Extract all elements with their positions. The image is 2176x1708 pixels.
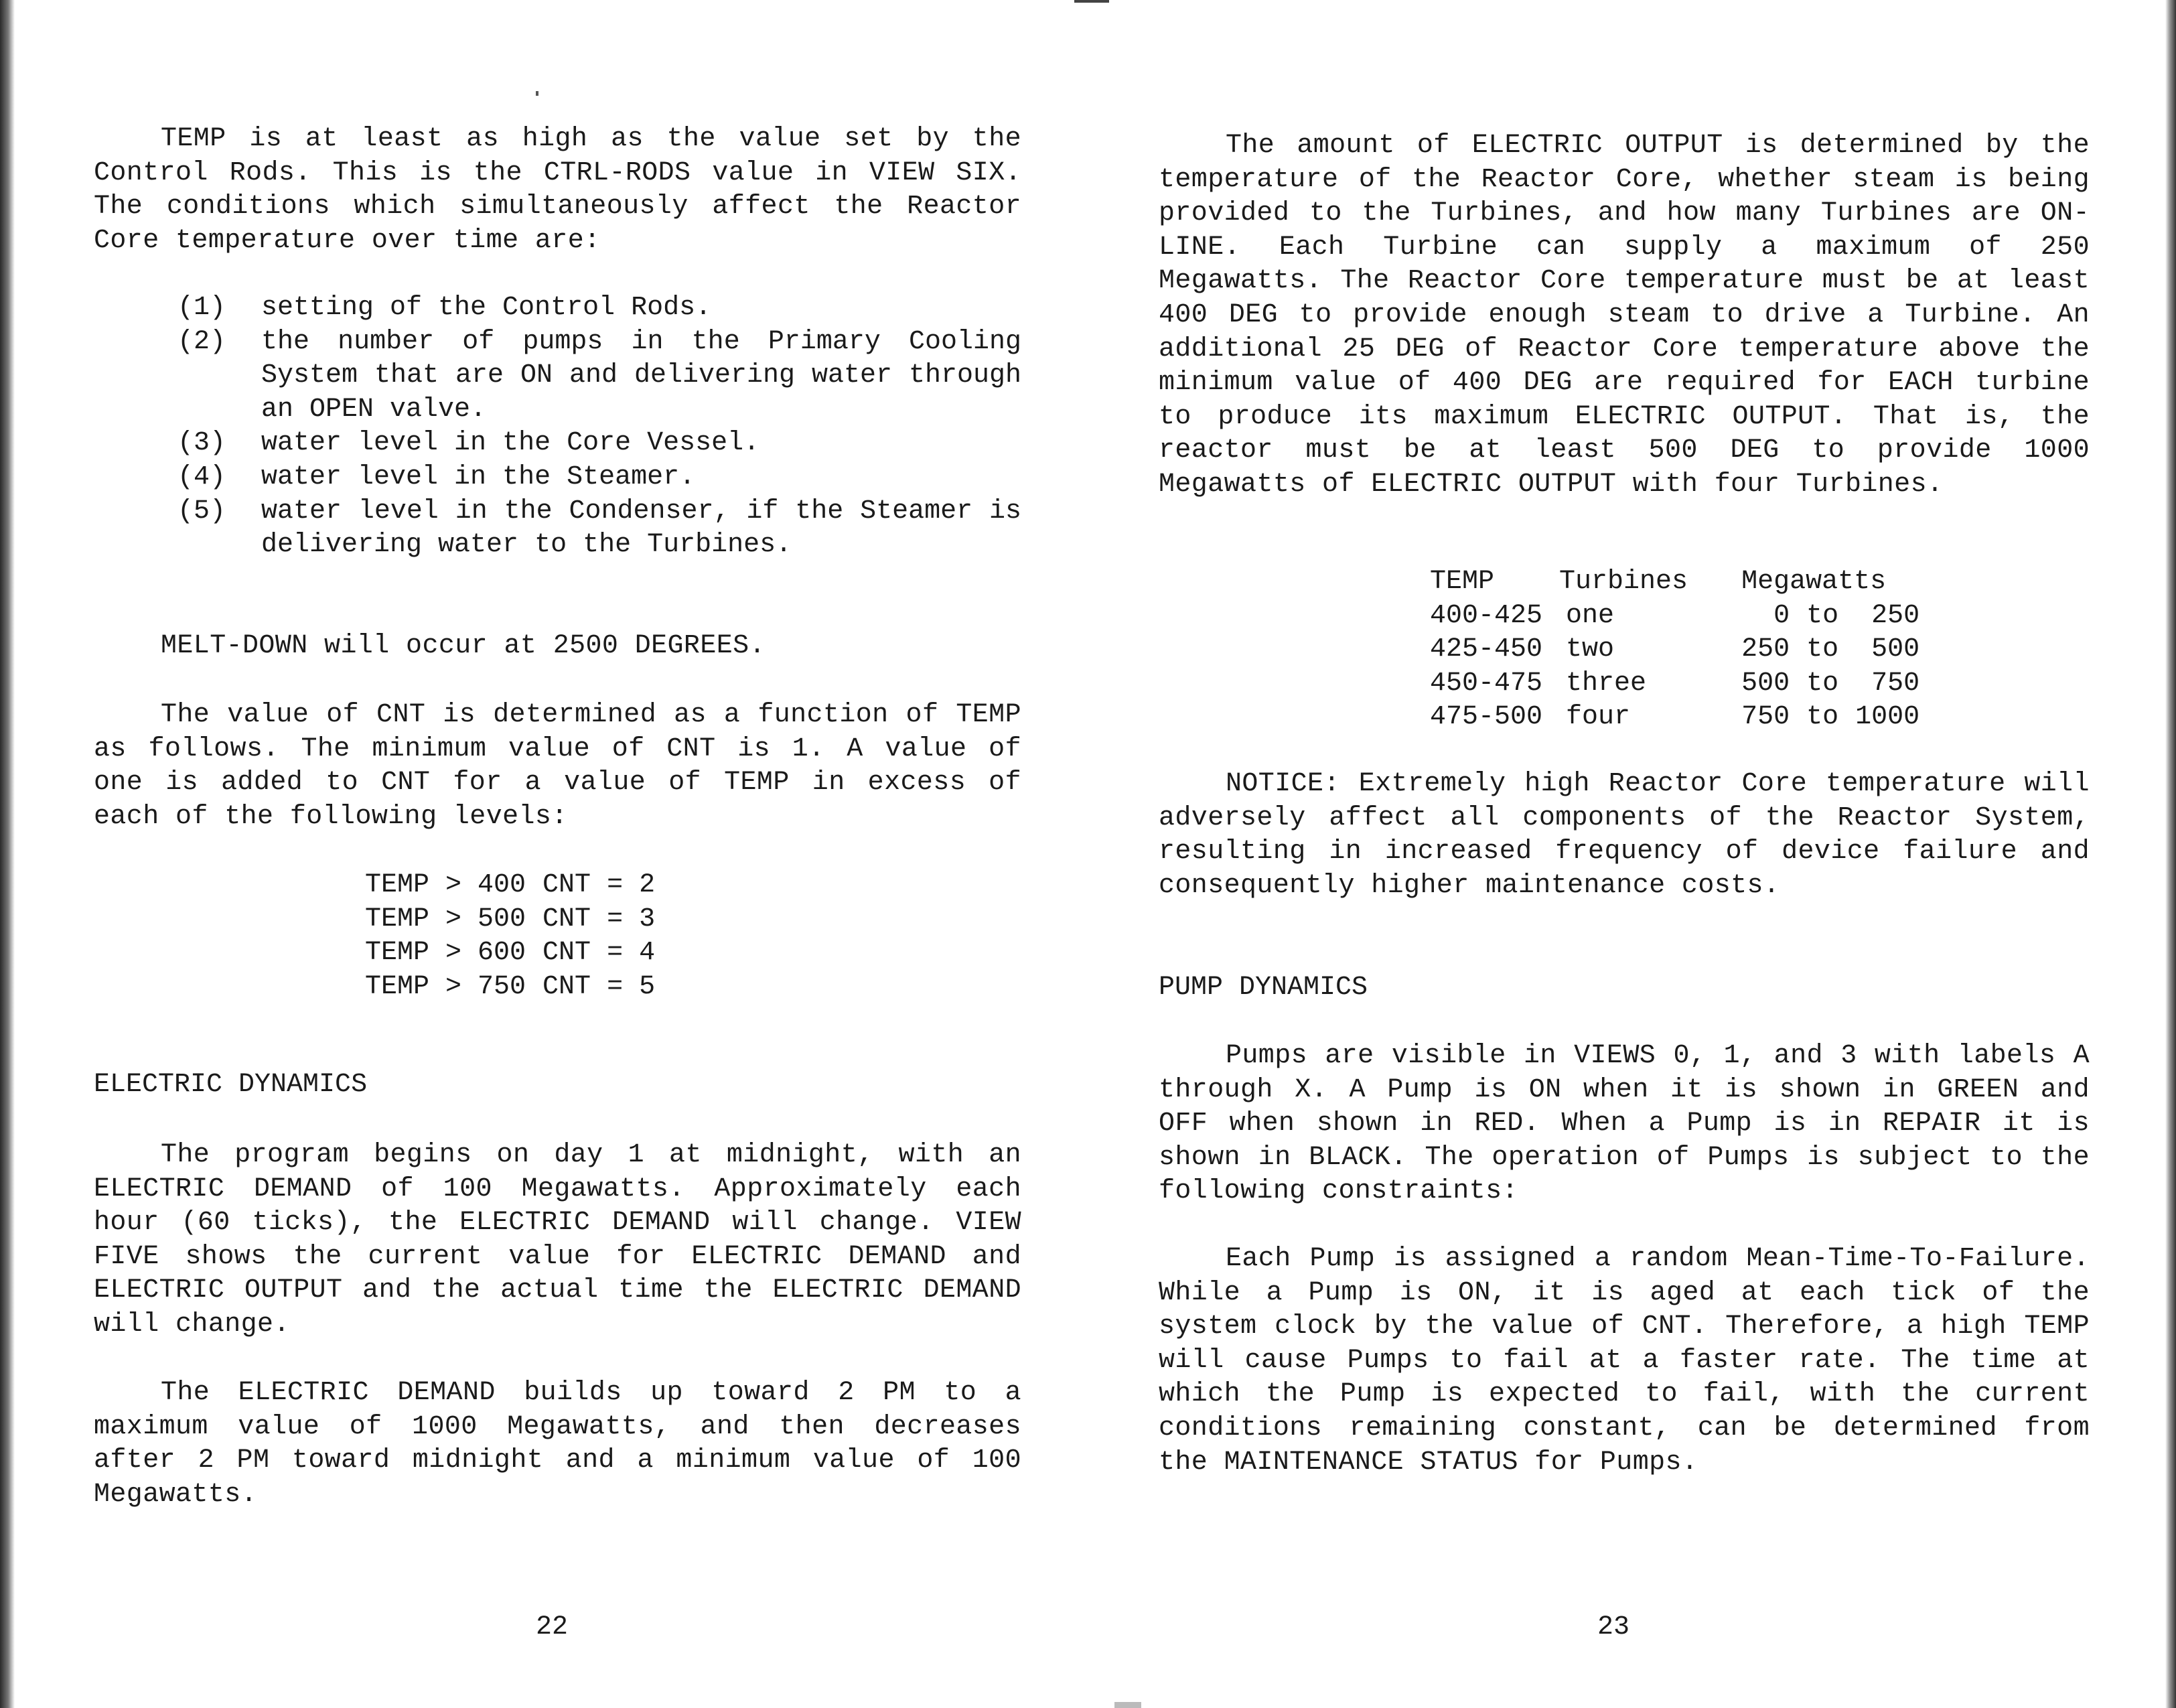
temp-cell: 425-450 <box>1430 634 1543 665</box>
turbines-cell: two <box>1566 634 1615 665</box>
to-cell: to <box>1806 634 1839 665</box>
cnt-table-row <box>365 936 655 971</box>
col-header-megawatts: Megawatts <box>1741 567 1887 597</box>
turbines-cell: three <box>1566 668 1647 699</box>
to-cell: to <box>1806 600 1839 631</box>
gutter-mark-top <box>1074 0 1109 3</box>
electric-peak-paragraph: The ELECTRIC DEMAND builds up toward 2 PM to a maximum value of 1000 Megawatts, and then decreases after 2 PM toward midnight and a minimum value of 100 Megawatts. <box>94 1378 1021 1510</box>
cnt-intro-paragraph: The value of CNT is determined as a function of TEMP as follows. The minimum value of CNT is 1. A value of one is added to CNT for a value of TEMP in excess of each of the following levels: <box>94 700 1021 832</box>
pumps-visible-paragraph: Pumps are visible in VIEWS 0, 1, and 3 with labels A through X. A Pump is ON when it is shown in GREEN and OFF when shown in RED. When a Pump is in REPAIR it is shown in BLACK. The operation of Pumps is subject to the following constraints: <box>1159 1041 2090 1207</box>
temp-cell: 400-425 <box>1430 600 1543 631</box>
page-23 <box>1159 0 2090 1708</box>
to-cell: to <box>1806 702 1839 733</box>
page-number: 22 <box>536 1612 569 1642</box>
condition-number: (2) <box>177 326 226 357</box>
condition-number: (5) <box>177 496 226 526</box>
pump-dynamics-heading: PUMP DYNAMICS <box>1159 973 1368 1003</box>
condition-number: (4) <box>177 461 226 492</box>
megawatts-from-cell: 750 <box>1741 702 1790 733</box>
to-cell: to <box>1806 668 1839 699</box>
cnt-result-cell: CNT = 3 <box>542 904 656 934</box>
turbines-cell: one <box>1566 600 1615 631</box>
megawatts-from-cell: 0 <box>1773 600 1790 631</box>
temp-intro-paragraph: TEMP is at least as high as the value set by the Control Rods. This is the CTRL-RODS value in VIEW SIX. The conditions which simultaneously affect the Reactor Core temperature over time are: <box>94 124 1021 256</box>
cnt-condition-cell: TEMP > 600 <box>365 938 526 969</box>
turbine-table <box>1430 565 1919 735</box>
megawatts-to-cell: 1000 <box>1855 702 1920 733</box>
megawatts-to-cell: 750 <box>1871 668 1920 699</box>
page-22 <box>94 0 1021 1708</box>
turbine-table-row <box>1430 667 1919 701</box>
megawatts-from-cell: 250 <box>1741 634 1790 665</box>
condition-text: water level in the Steamer. <box>261 461 696 492</box>
cnt-result-cell: CNT = 2 <box>542 870 656 900</box>
meltdown-paragraph: MELT-DOWN will occur at 2500 DEGREES. <box>161 631 766 661</box>
col-header-temp: TEMP <box>1430 567 1495 597</box>
pumps-mttf-paragraph: Each Pump is assigned a random Mean-Time-To-Failure. While a Pump is ON, it is aged at each tick of the system clock by the value of CNT. Therefore, a high TEMP will cause Pumps to fail at a faster rate. The time at which the Pump is expected to fail, with the current conditions remaining constant, can be determined from the MAINTENANCE STATUS for Pumps. <box>1159 1244 2090 1478</box>
cnt-table <box>365 869 655 1004</box>
condition-number: (1) <box>177 293 226 323</box>
cnt-result-cell: CNT = 4 <box>542 938 656 969</box>
notice-paragraph: NOTICE: Extremely high Reactor Core temperature will adversely affect all components of the Reactor System, resulting in increased frequency of device failure and consequently higher maintenance costs. <box>1159 769 2090 901</box>
condition-number: (3) <box>177 428 226 459</box>
turbine-table-row <box>1430 701 1919 735</box>
temp-cell: 475-500 <box>1430 702 1543 733</box>
condition-text: the number of pumps in the Primary Cooling System that are ON and delivering water through an OPEN valve. <box>261 326 1021 425</box>
cnt-table-row <box>365 971 655 1005</box>
condition-text: water level in the Core Vessel. <box>261 428 760 459</box>
page-number: 23 <box>1597 1612 1630 1642</box>
condition-item <box>177 495 1021 563</box>
col-header-turbines: Turbines <box>1559 567 1688 597</box>
left-binding-shadow <box>0 0 15 1708</box>
conditions-list <box>177 291 1021 563</box>
cnt-condition-cell: TEMP > 400 <box>365 870 526 900</box>
gutter-mark-bottom <box>1114 1702 1141 1708</box>
condition-text: setting of the Control Rods. <box>261 293 712 323</box>
turbine-table-row <box>1430 633 1919 667</box>
cnt-table-row <box>365 869 655 903</box>
megawatts-from-cell: 500 <box>1741 668 1790 699</box>
cnt-condition-cell: TEMP > 750 <box>365 971 526 1002</box>
condition-item <box>177 326 1021 427</box>
temp-cell: 450-475 <box>1430 668 1543 699</box>
condition-item <box>177 427 1021 461</box>
cnt-table-row <box>365 903 655 937</box>
electric-output-paragraph: The amount of ELECTRIC OUTPUT is determined by the temperature of the Reactor Core, whether steam is being provided to the Turbines, and how many Turbines are ON-LINE. Each Turbine can supply a maximum of 250 Megawatts. The Reactor Core temperature must be at least 400 DEG to provide enough steam to drive a Turbine. An additional 25 DEG of Reactor Core temperature above the minimum value of 400 DEG are required for EACH turbine to produce its maximum ELECTRIC OUTPUT. That is, the reactor must be at least 500 DEG to provide 1000 Megawatts of ELECTRIC OUTPUT with four Turbines. <box>1159 131 2090 500</box>
megawatts-to-cell: 250 <box>1871 600 1920 631</box>
megawatts-to-cell: 500 <box>1871 634 1920 665</box>
condition-item <box>177 291 1021 326</box>
condition-text: water level in the Condenser, if the Steamer is delivering water to the Turbines. <box>261 496 1021 561</box>
right-binding-shadow <box>2165 0 2176 1708</box>
electric-dynamics-heading: ELECTRIC DYNAMICS <box>94 1070 368 1100</box>
condition-item <box>177 461 1021 495</box>
turbines-cell: four <box>1566 702 1631 733</box>
turbine-table-row <box>1430 599 1919 634</box>
cnt-condition-cell: TEMP > 500 <box>365 904 526 934</box>
turbine-table-header <box>1430 565 1919 599</box>
cnt-result-cell: CNT = 5 <box>542 971 656 1002</box>
electric-demand-paragraph: The program begins on day 1 at midnight, with an ELECTRIC DEMAND of 100 Megawatts. Approximately each hour (60 ticks), the ELECTRIC DEMAND will change. VIEW FIVE shows the current value for ELECTRIC DEMAND and ELECTRIC OUTPUT and the actual time the ELECTRIC DEMAND will change. <box>94 1140 1021 1340</box>
